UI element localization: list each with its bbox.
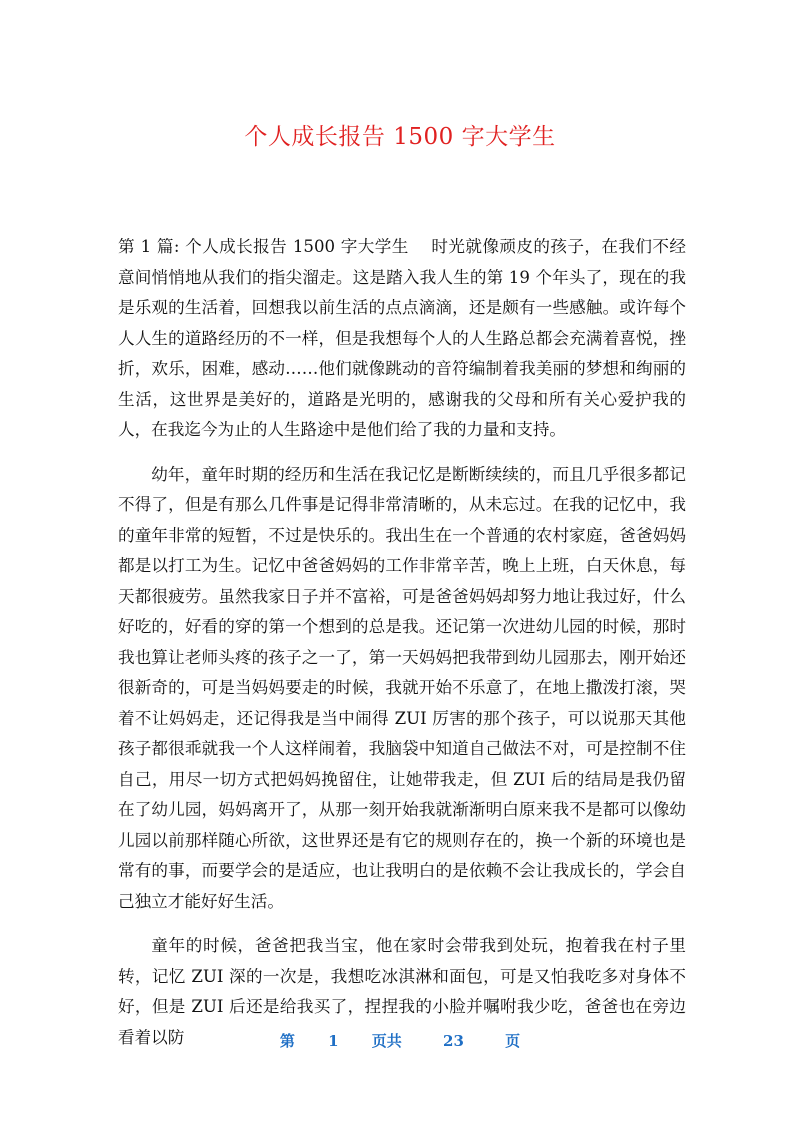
page-footer	[0, 1030, 800, 1051]
document-body	[118, 232, 686, 1067]
footer-total-pages: 23	[443, 1032, 464, 1050]
paragraph-3: 童年的时候，爸爸把我当宝，他在家时会带我到处玩，抱着我在村子里转，记忆 ZUI 深的一次是，我想吃冰淇淋和面包，可是又怕我吃多对身体不好，但是 ZUI 后还是给我买了，捏捏我的小脸并嘱咐我少吃，爸爸也在旁边看着以防	[118, 936, 686, 1047]
paragraph-2: 幼年，童年时期的经历和生活在我记忆是断断续续的，而且几乎很多都记不得了，但是有那么几件事是记得非常清晰的，从未忘过。在我的记忆中，我的童年非常的短暂，不过是快乐的。我出生在一个普通的农村家庭，爸爸妈妈都是以打工为生。记忆中爸爸妈妈的工作非常辛苦，晚上上班，白天休息，每天都很疲劳。虽然我家日子并不富裕，可是爸爸妈妈却努力地让我过好，什么好吃的，好看的穿的第一个想到的总是我。还记第一次进幼儿园的时候，那时我也算让老师头疼的孩子之一了，第一天妈妈把我带到幼儿园那去，刚开始还很新奇的，可是当妈妈要走的时候，我就开始不乐意了，在地上撒泼打滚，哭着不让妈妈走，还记得我是当中闹得 ZUI 厉害的那个孩子，可以说那天其他孩子都很乖就我一个人这样闹着，我脑袋中知道自己做法不对，可是控制不住自己，用尽一切方式把妈妈挽留住，让她带我走，但 ZUI 后的结局是我仍留在了幼儿园，妈妈离开了，从那一刻开始我就渐渐明白原来我不是都可以像幼儿园以前那样随心所欲，这世界还是有它的规则存在的，换一个新的环境也是常有的事，而要学会的是适应，也让我明白的是依赖不会让我成长的，学会自己独立才能好好生活。	[118, 464, 686, 911]
footer-page-suffix: 页	[505, 1032, 521, 1050]
footer-total-label: 页共	[371, 1032, 402, 1050]
paragraph-1: 第 1 篇: 个人成长报告 1500 字大学生 时光就像顽皮的孩子，在我们不经意间悄悄地从我们的指尖溜走。这是踏入我人生的第 19 个年头了，现在的我是乐观的生活着，回想我以前生活的点点滴滴，还是颇有一些感触。或许每个人人生的道路经历的不一样，但是我想每个人的人生路总都会充满着喜悦，挫折，欢乐，困难，感动……他们就像跳动的音符编制着我美丽的梦想和绚丽的生活，这世界是美好的，道路是光明的，感谢我的父母和所有关心爱护我的人，在我迄今为止的人生路途中是他们给了我的力量和支持。	[118, 237, 686, 439]
document-title: 个人成长报告 1500 字大学生	[244, 124, 556, 150]
footer-page-number: 1	[328, 1032, 339, 1050]
footer-page-label: 第	[279, 1032, 295, 1050]
